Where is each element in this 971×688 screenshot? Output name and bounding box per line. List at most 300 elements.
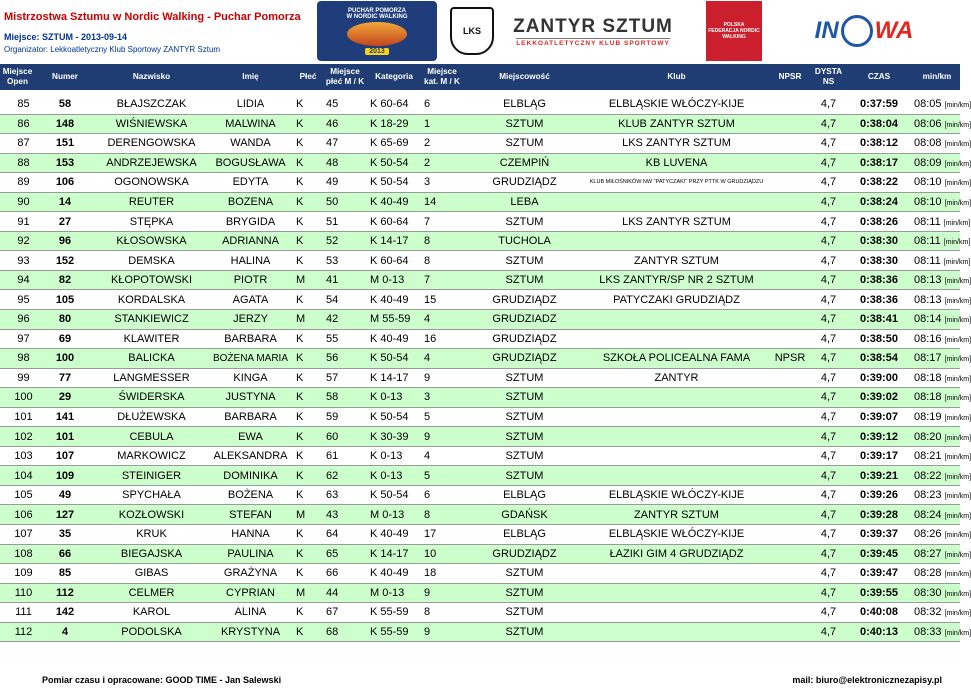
cell-numer: 142 [35,603,95,623]
cell-miejsce-plec: 68 [323,622,367,642]
cell-open: 105 [0,485,35,505]
cell-dystans: 4,7 [813,192,844,212]
cell-nazwisko: KLAWITER [95,329,208,349]
cell-czas: 0:39:07 [844,407,914,427]
cell-kategoria: K 65-69 [367,134,421,154]
cell-dystans: 4,7 [813,251,844,271]
cell-tempo [914,231,971,251]
cell-plec: K [293,134,323,154]
cell-tempo [914,173,971,193]
cell-npsr [767,173,813,193]
cell-numer: 77 [35,368,95,388]
cell-numer: 58 [35,95,95,114]
cell-tempo [914,427,971,447]
cell-tempo [914,622,971,642]
cell-miejsce-plec: 46 [323,114,367,134]
cell-imie: ADRIANNA [208,231,293,251]
cell-klub [586,407,767,427]
cell-klub: ZANTYR SZTUM [586,505,767,525]
cell-miejscowosc: SZTUM [463,368,586,388]
table-row [0,368,960,388]
cell-numer: 153 [35,153,95,173]
cell-npsr [767,329,813,349]
pace-unit: [min/km] [944,160,971,168]
cell-tempo [914,583,971,603]
cell-npsr [767,368,813,388]
cell-plec: K [293,407,323,427]
cell-kategoria: M 0-13 [367,583,421,603]
puchar-pomorza-logo [317,1,437,61]
cell-dystans: 4,7 [813,114,844,134]
pace-value: 08:14 [914,313,942,326]
cell-npsr [767,525,813,545]
cell-kategoria: M 55-59 [367,310,421,330]
cell-miejsce-kat: 9 [421,368,463,388]
cell-miejsce-kat: 4 [421,310,463,330]
pace-unit: [min/km] [944,375,971,383]
table-row [0,192,960,212]
cell-open: 96 [0,310,35,330]
cell-plec: K [293,427,323,447]
cell-imie: PIOTR [208,270,293,290]
cell-miejsce-plec: 45 [323,95,367,114]
cell-plec: K [293,114,323,134]
cell-imie: STEFAN [208,505,293,525]
col-klub: Klub [586,64,767,90]
col-nazwisko: Nazwisko [95,64,208,90]
cell-npsr [767,407,813,427]
cell-open: 103 [0,446,35,466]
cell-imie: AGATA [208,290,293,310]
cell-npsr [767,251,813,271]
cell-czas: 0:39:26 [844,485,914,505]
cell-dystans: 4,7 [813,485,844,505]
cell-klub [586,192,767,212]
cell-miejsce-plec: 47 [323,134,367,154]
cell-imie: BARBARA [208,329,293,349]
cell-open: 86 [0,114,35,134]
cell-czas: 0:39:47 [844,564,914,584]
cell-tempo [914,290,971,310]
col-miejsce-kat: Miejsce kat. M / K [421,64,463,90]
cell-miejsce-kat: 8 [421,251,463,271]
cell-miejscowosc: SZTUM [463,251,586,271]
cell-open: 87 [0,134,35,154]
cell-dystans: 4,7 [813,349,844,369]
cell-nazwisko: LANGMESSER [95,368,208,388]
cell-imie: PAULINA [208,544,293,564]
cell-dystans: 4,7 [813,544,844,564]
zantyr-logo [503,1,683,61]
cell-tempo [914,407,971,427]
cell-numer: 4 [35,622,95,642]
cell-kategoria: K 60-64 [367,212,421,232]
cell-npsr [767,466,813,486]
cell-miejscowosc: SZTUM [463,134,586,154]
cell-npsr [767,134,813,154]
results-body [0,95,971,642]
pace-value: 08:16 [914,332,942,345]
cell-open: 89 [0,173,35,193]
pace-value: 08:10 [914,196,942,208]
cell-nazwisko: DEMSKA [95,251,208,271]
cell-open: 109 [0,564,35,584]
cell-open: 106 [0,505,35,525]
cell-miejsce-plec: 63 [323,485,367,505]
cell-klub [586,310,767,330]
cell-kategoria: K 40-49 [367,329,421,349]
cell-open: 107 [0,525,35,545]
cell-numer: 151 [35,134,95,154]
pace-unit: [min/km] [944,336,971,344]
cell-miejsce-plec: 51 [323,212,367,232]
cell-plec: K [293,290,323,310]
pace-unit: [min/km] [944,121,971,129]
cell-dystans: 4,7 [813,329,844,349]
sunset-icon [347,22,407,46]
table-row [0,505,960,525]
cell-plec: K [293,544,323,564]
pace-unit: [min/km] [944,356,971,364]
cell-miejsce-plec: 60 [323,427,367,447]
cell-miejsce-kat: 2 [421,153,463,173]
cell-npsr [767,114,813,134]
cell-kategoria: K 30-39 [367,427,421,447]
cell-miejsce-plec: 50 [323,192,367,212]
pace-value: 08:05 [914,98,942,111]
cell-imie: BOŻENA [208,485,293,505]
cell-tempo [914,251,971,271]
cell-klub [586,603,767,623]
cell-dystans: 4,7 [813,153,844,173]
shield-icon [450,7,494,55]
pace-unit: [min/km] [943,258,971,266]
pace-value: 08:09 [914,156,942,169]
cell-miejsce-kat: 6 [421,485,463,505]
cell-tempo [914,544,971,564]
cell-miejscowosc: ELBLĄG [463,525,586,545]
cell-imie: HALINA [208,251,293,271]
col-imie: Imię [208,64,293,90]
cell-open: 111 [0,603,35,623]
col-czas: CZAS [844,64,914,90]
cell-plec: K [293,388,323,408]
cell-numer: 106 [35,173,95,193]
cell-tempo [914,603,971,623]
cell-czas: 0:39:02 [844,388,914,408]
cell-klub: LKS ZANTYR/SP NR 2 SZTUM [586,270,767,290]
pace-value: 08:26 [914,528,942,541]
cell-imie: KRYSTYNA [208,622,293,642]
cell-plec: M [293,310,323,330]
cell-czas: 0:39:28 [844,505,914,525]
cell-klub [586,466,767,486]
pace-unit: [min/km] [944,317,971,325]
cell-klub [586,622,767,642]
cell-tempo [914,525,971,545]
table-row [0,134,960,154]
pace-unit: [min/km] [944,200,971,207]
cell-miejscowosc: LEBA [463,192,586,212]
cell-imie: GRAŻYNA [208,564,293,584]
cell-numer: 141 [35,407,95,427]
cell-miejsce-kat: 1 [421,114,463,134]
cell-open: 91 [0,212,35,232]
cell-miejsce-plec: 67 [323,603,367,623]
cell-open: 93 [0,251,35,271]
cell-open: 88 [0,153,35,173]
table-row [0,231,960,251]
cell-miejsce-kat: 5 [421,466,463,486]
cell-kategoria: K 60-64 [367,95,421,114]
cell-nazwisko: REUTER [95,192,208,212]
cell-imie: JUSTYNA [208,388,293,408]
cell-imie: ALINA [208,603,293,623]
pace-value: 08:20 [914,430,942,443]
inwa-logo [770,1,958,61]
cell-tempo [914,153,971,173]
cell-open: 98 [0,349,35,369]
cell-miejscowosc: ELBLĄG [463,95,586,114]
cell-nazwisko: WIŚNIEWSKA [95,114,208,134]
inwa-logo-in: IN [814,17,839,44]
cell-open: 110 [0,583,35,603]
cell-npsr [767,564,813,584]
pace-unit: [min/km] [944,532,971,540]
cell-dystans: 4,7 [813,134,844,154]
cell-czas: 0:40:08 [844,603,914,623]
cell-plec: K [293,622,323,642]
cell-kategoria: K 0-13 [367,466,421,486]
cell-nazwisko: GIBAS [95,564,208,584]
cell-miejsce-kat: 8 [421,505,463,525]
cell-nazwisko: BALICKA [95,349,208,369]
cell-imie: CYPRIAN [208,583,293,603]
cell-tempo [914,134,971,154]
cell-nazwisko: KRUK [95,525,208,545]
cell-czas: 0:38:26 [844,212,914,232]
cell-miejsce-kat: 9 [421,622,463,642]
cell-numer: 112 [35,583,95,603]
cell-plec: K [293,368,323,388]
cell-kategoria: K 50-54 [367,349,421,369]
pace-unit: [min/km] [944,297,971,305]
pace-value: 08:08 [914,137,942,150]
cell-tempo [914,270,971,290]
cell-kategoria: K 50-54 [367,173,421,193]
cell-miejsce-plec: 42 [323,310,367,330]
cell-kategoria: K 60-64 [367,251,421,271]
cell-plec: K [293,212,323,232]
results-header [0,64,960,90]
col-tempo: min/km [914,64,960,90]
cell-miejscowosc: SZTUM [463,212,586,232]
cell-dystans: 4,7 [813,310,844,330]
cell-miejscowosc: GRUDZIĄDZ [463,544,586,564]
cell-nazwisko: STEINIGER [95,466,208,486]
cell-nazwisko: PODOLSKA [95,622,208,642]
cell-plec: K [293,251,323,271]
cell-npsr [767,622,813,642]
lks-logo-text: LKS [463,26,481,36]
cell-nazwisko: KORDALSKA [95,290,208,310]
table-row [0,466,960,486]
cell-imie: BOŻENA MARIA [208,349,293,369]
cell-kategoria: K 0-13 [367,446,421,466]
cell-open: 112 [0,622,35,642]
pace-unit: [min/km] [943,239,971,247]
event-title: Mistrzostwa Sztumu w Nordic Walking - Puchar Pomorza [4,11,301,23]
col-kategoria: Kategoria [367,64,421,90]
cell-numer: 109 [35,466,95,486]
table-row [0,622,960,642]
cell-numer: 96 [35,231,95,251]
cell-numer: 85 [35,564,95,584]
cell-miejsce-plec: 57 [323,368,367,388]
cell-imie: KINGA [208,368,293,388]
cell-npsr [767,603,813,623]
cell-tempo [914,114,971,134]
cell-miejsce-kat: 3 [421,173,463,193]
cell-kategoria: K 40-49 [367,192,421,212]
cell-nazwisko: KŁOSOWSKA [95,231,208,251]
cell-npsr [767,212,813,232]
cell-nazwisko: MARKOWICZ [95,446,208,466]
pace-unit: [min/km] [944,512,971,520]
cell-miejsce-kat: 17 [421,525,463,545]
puchar-logo-line1: PUCHAR POMORZA [348,7,406,14]
cell-open: 95 [0,290,35,310]
cell-czas: 0:38:36 [844,270,914,290]
cell-klub [586,564,767,584]
footer-email: mail: biuro@elektronicznezapisy.pl [792,675,942,685]
cell-numer: 66 [35,544,95,564]
cell-numer: 105 [35,290,95,310]
table-row [0,446,960,466]
cell-tempo [914,485,971,505]
footer-timing: Pomiar czasu i opracowane: GOOD TIME - Jan Salewski [42,675,282,685]
cell-klub [586,427,767,447]
cell-npsr [767,270,813,290]
cell-miejscowosc: ELBLĄG [463,485,586,505]
event-organizer: Organizator: Lekkoatletyczny Klub Sportowy ZANTYR Sztum [4,45,221,54]
table-row [0,173,960,193]
cell-dystans: 4,7 [813,583,844,603]
cell-npsr [767,290,813,310]
cell-numer: 80 [35,310,95,330]
cell-tempo [914,564,971,584]
cell-npsr [767,388,813,408]
cell-nazwisko: KAROL [95,603,208,623]
cell-npsr [767,231,813,251]
cell-nazwisko: SPYCHAŁA [95,485,208,505]
cell-miejscowosc: SZTUM [463,446,586,466]
table-row [0,95,960,114]
cell-miejsce-kat: 7 [421,270,463,290]
cell-plec: K [293,153,323,173]
cell-plec: K [293,95,323,114]
cell-numer: 35 [35,525,95,545]
cell-miejscowosc: SZTUM [463,114,586,134]
cell-open: 99 [0,368,35,388]
pace-value: 08:10 [914,176,942,189]
cell-czas: 0:39:12 [844,427,914,447]
cell-imie: LIDIA [208,95,293,114]
cell-plec: K [293,466,323,486]
cell-nazwisko: BŁAJSZCZAK [95,95,208,114]
table-row [0,525,960,545]
cell-tempo [914,446,971,466]
cell-open: 94 [0,270,35,290]
cell-npsr [767,153,813,173]
cell-czas: 0:38:50 [844,329,914,349]
pace-value: 08:11 [914,215,941,228]
cell-miejscowosc: GRUDZIĄDZ [463,290,586,310]
pace-unit: [min/km] [944,434,971,442]
cell-kategoria: K 50-54 [367,407,421,427]
cell-kategoria: K 50-54 [367,153,421,173]
cell-klub: SZKOŁA POLICEALNA FAMA [586,349,767,369]
cell-numer: 69 [35,329,95,349]
cell-imie: EDYTA [208,173,293,193]
cell-klub [586,231,767,251]
cell-miejscowosc: GDAŃSK [463,505,586,525]
cell-plec: K [293,349,323,369]
pace-value: 08:22 [914,469,942,482]
pace-unit: [min/km] [944,630,971,638]
cell-miejscowosc: GRUDZIĄDZ [463,329,586,349]
cell-dystans: 4,7 [813,446,844,466]
cell-klub: ŁAZIKI GIM 4 GRUDZIĄDZ [586,544,767,564]
results-table [0,95,971,642]
pace-value: 08:18 [914,391,942,404]
cell-dystans: 4,7 [813,173,844,193]
cell-tempo [914,368,971,388]
cell-klub [586,329,767,349]
cell-plec: K [293,173,323,193]
pace-unit: [min/km] [944,141,971,149]
cell-npsr: NPSR [767,349,813,369]
cell-nazwisko: OGONOWSKA [95,173,208,193]
cell-plec: K [293,231,323,251]
cell-open: 100 [0,388,35,408]
cell-miejsce-kat: 6 [421,95,463,114]
cell-czas: 0:38:17 [844,153,914,173]
cell-kategoria: K 14-17 [367,368,421,388]
pace-unit: [min/km] [944,180,971,188]
col-miejscowosc: Miejscowość [463,64,586,90]
cell-miejsce-plec: 52 [323,231,367,251]
cell-numer: 107 [35,446,95,466]
cell-plec: K [293,485,323,505]
cell-miejscowosc: SZTUM [463,603,586,623]
table-row [0,290,960,310]
cell-miejsce-plec: 41 [323,270,367,290]
cell-dystans: 4,7 [813,388,844,408]
globe-icon [841,15,873,47]
cell-czas: 0:39:45 [844,544,914,564]
cell-miejsce-kat: 3 [421,388,463,408]
cell-tempo [914,192,971,212]
cell-miejsce-kat: 4 [421,446,463,466]
cell-dystans: 4,7 [813,95,844,114]
cell-numer: 100 [35,349,95,369]
cell-npsr [767,505,813,525]
cell-kategoria: K 40-49 [367,564,421,584]
cell-klub: LKS ZANTYR SZTUM [586,134,767,154]
col-npsr: NPSR [767,64,813,90]
cell-imie: WANDA [208,134,293,154]
